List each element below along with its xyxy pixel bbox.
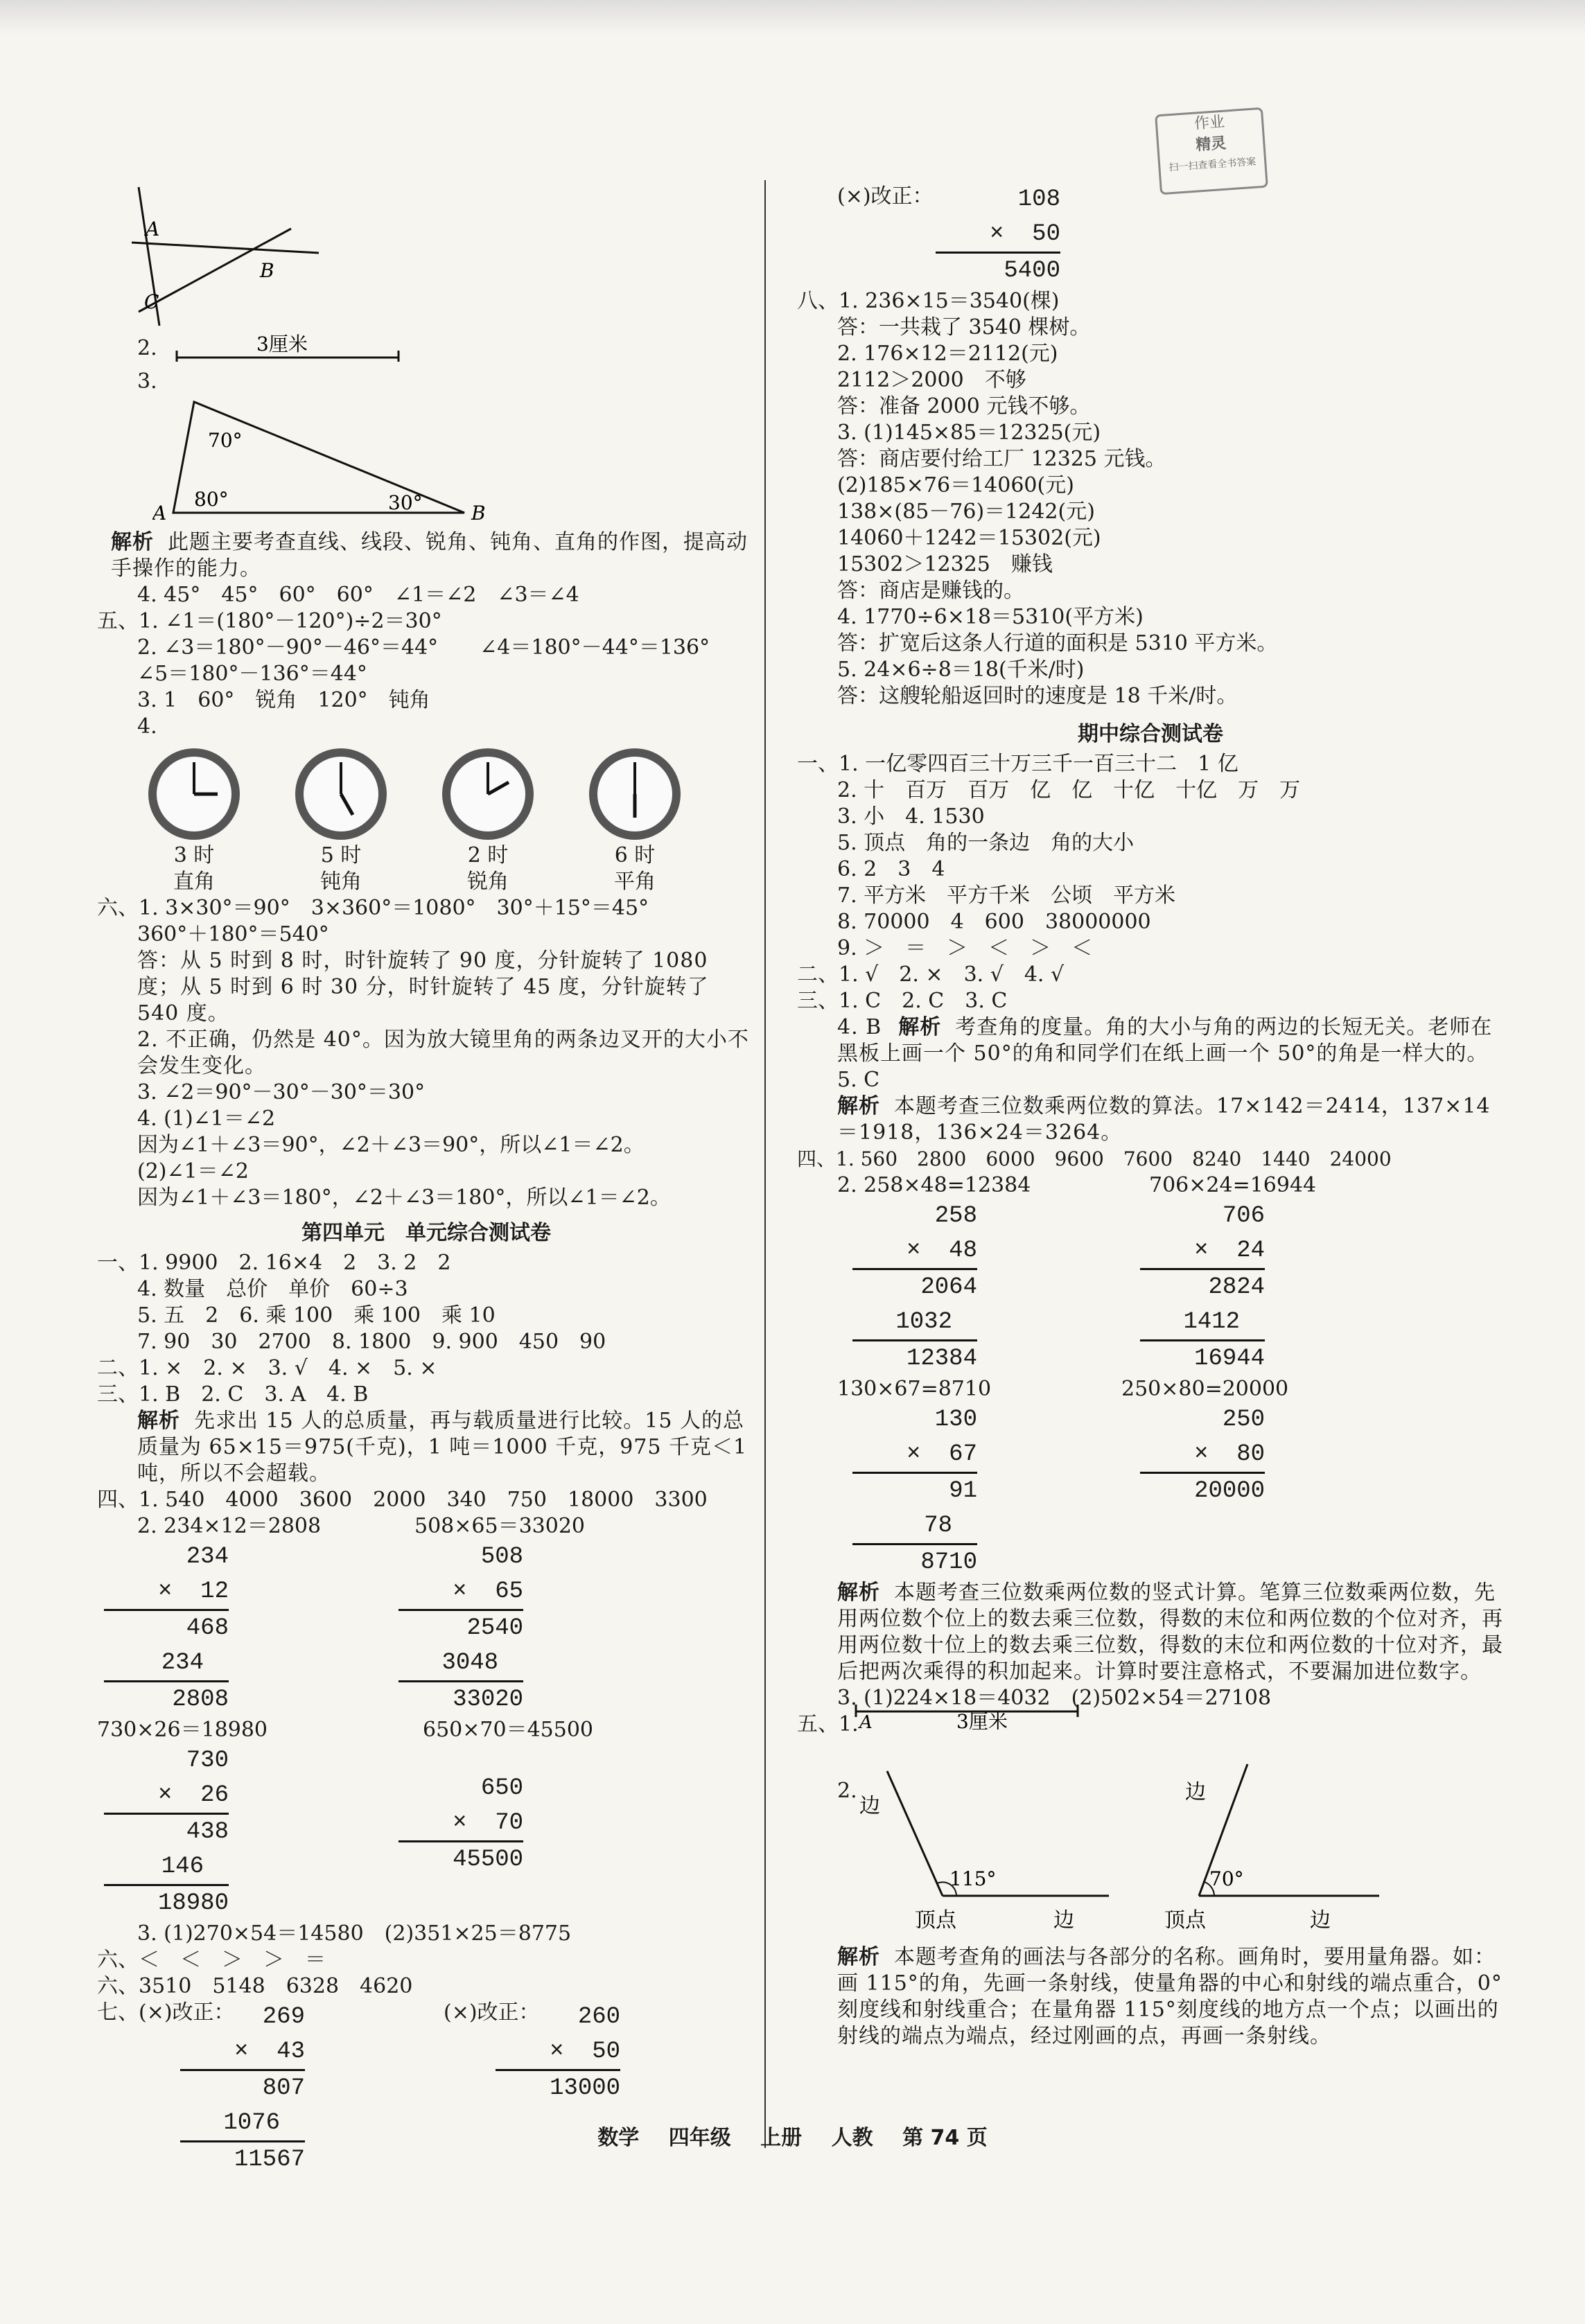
analysis-note-3 bbox=[797, 1014, 1504, 1067]
analysis-text: 先求出 15 人的总质量，再与载质量进行比较。15 人的总质量为 65×15＝975(千克)，1 吨＝1000 千克，975 千克＜1 吨，所以不会超载。 bbox=[137, 1409, 748, 1486]
footer-edition: 人教 bbox=[831, 2126, 873, 2150]
answer-line: 4. 数量 总价 单价 60÷3 bbox=[137, 1277, 408, 1301]
point-b-label: B bbox=[260, 259, 274, 282]
clock-angle: 直角 bbox=[173, 870, 215, 894]
clock-time: 3 时 bbox=[173, 843, 215, 868]
calc-row: 108 bbox=[1017, 186, 1060, 213]
footer-subject: 数学 bbox=[597, 2126, 640, 2150]
equation: 2. 258×48=12384 bbox=[837, 1173, 1031, 1197]
correction-label: (×)改正： bbox=[444, 2000, 540, 2025]
calc-row: 2540 bbox=[466, 1615, 524, 1641]
stamp-line2: 精灵 bbox=[1195, 134, 1227, 155]
calc-row: 5400 bbox=[1004, 258, 1060, 284]
calc-row: 20000 bbox=[1194, 1478, 1266, 1504]
answer-line: 5. C bbox=[837, 1068, 880, 1092]
answer-line: 15302＞12325 赚钱 bbox=[837, 552, 1053, 576]
analysis-label: 解析 bbox=[137, 1409, 180, 1433]
answer-line: 5. 24×6÷8＝18(千米/时) bbox=[837, 658, 1085, 682]
calc-row: 508 bbox=[480, 1544, 524, 1570]
analysis-note-4 bbox=[797, 1093, 1504, 1146]
analysis-note-1 bbox=[97, 529, 755, 582]
answer-line: 四、1. 560 2800 6000 9600 7600 8240 1440 24000 bbox=[797, 1147, 1392, 1170]
equation: 250×80=20000 bbox=[1121, 1377, 1289, 1401]
clock-5 bbox=[286, 746, 396, 895]
answer-line: 3. (1)145×85＝12325(元) bbox=[837, 421, 1101, 445]
angle-side-label: 边 bbox=[859, 1794, 880, 1818]
answer-line: 2. ∠3＝180°－90°－46°＝44° ∠4＝180°－44°＝136° bbox=[137, 635, 710, 660]
answer-para: 答：从 5 时到 8 时，时针旋转了 90 度，分针旋转了 1080 度；从 5 时到 6 时 30 分，时针旋转了 45 度，分针旋转了 540 度。 bbox=[137, 949, 709, 1025]
answer-line: 5. 五 2 6. 乘 100 乘 100 乘 10 bbox=[137, 1303, 496, 1328]
calc-pair bbox=[797, 1199, 1504, 1376]
answer-line: 答：商店是赚钱的。 bbox=[837, 579, 1024, 603]
analysis-note-2 bbox=[97, 1408, 755, 1487]
answer-line: 7. 平方米 平方千米 公顷 平方米 bbox=[837, 883, 1176, 908]
calc-row: 146 bbox=[104, 1849, 229, 1886]
calc-pair bbox=[797, 1402, 1504, 1580]
vertical-calc bbox=[496, 2000, 620, 2106]
lines-figure bbox=[118, 173, 340, 333]
angle-30-label: 30° bbox=[388, 491, 423, 514]
clock-angle: 锐角 bbox=[467, 870, 509, 894]
calc-row: × 80 bbox=[1140, 1437, 1265, 1474]
clock-row bbox=[139, 746, 755, 895]
answer-line: 3. (1)224×18＝4032 (2)502×54＝27108 bbox=[837, 1686, 1272, 1710]
calc-row: 650 bbox=[480, 1775, 524, 1802]
equation: 2. 234×12＝2808 bbox=[137, 1514, 322, 1538]
analysis-text: 本题考查三位数乘两位数的竖式计算。笔算三位数乘两位数，先用两位数个位上的数去乘三位数，得数的末位和两位数的个位对齐，再用两位数十位上的数去乘三位数，得数的末位和两位数的十位对齐，最后把两次乘得的积加起来。计算时要注意格式，不要漏加进位数字。 bbox=[837, 1581, 1503, 1684]
answer-line: 5. 顶点 角的一条边 角的大小 bbox=[837, 831, 1135, 855]
answer-line bbox=[797, 1172, 1504, 1199]
right-column bbox=[797, 184, 1504, 2050]
vertical-calc bbox=[399, 1540, 523, 1717]
vertical-calc bbox=[399, 1771, 523, 1877]
calc-row: 730 bbox=[186, 1748, 229, 1774]
angle-80-label: 80° bbox=[194, 488, 229, 511]
point-a-label: A bbox=[146, 218, 160, 240]
answer-line: 答：一共栽了 3540 棵树。 bbox=[837, 315, 1091, 340]
answer-line: 9. ＞ ＝ ＞ ＜ ＞ ＜ bbox=[837, 936, 1093, 960]
calc-row: × 43 bbox=[180, 2034, 305, 2071]
answer-line: 3. ∠2＝90°－30°－30°＝30° bbox=[137, 1080, 426, 1104]
calc-row: 2064 bbox=[920, 1274, 977, 1301]
calc-row: 1076 bbox=[180, 2106, 305, 2142]
answer-line: 因为∠1＋∠3＝90°，∠2＋∠3＝90°，所以∠1＝∠2。 bbox=[137, 1133, 645, 1157]
calc-row: 258 bbox=[934, 1203, 977, 1229]
segment-figure bbox=[173, 333, 402, 363]
analysis-label: 解析 bbox=[837, 1945, 880, 1969]
analysis-label: 解析 bbox=[837, 1581, 880, 1605]
answer-line: 4. 45° 45° 60° 60° ∠1＝∠2 ∠3＝∠4 bbox=[137, 583, 579, 607]
analysis-text: 本题考查角的画法与各部分的名称。画角时，要用量角器。如：画 115°的角，先画一条射线，使量角器的中心和射线的端点重合，0°刻度线和射线重合；在量角器 115°刻度线的地方点一个点；以画出的射线的端点为端点，经过刚画的点，再画一条射线。 bbox=[837, 1945, 1503, 2048]
calc-row: × 65 bbox=[399, 1574, 523, 1611]
calc-row: × 48 bbox=[852, 1233, 977, 1270]
answer-line: 一、1. 一亿零四百三十万三千一百三十二 1 亿 bbox=[797, 752, 1238, 776]
answer-para: 2. 不正确，仍然是 40°。因为放大镜里角的两条边叉开的大小不会发生变化。 bbox=[137, 1028, 749, 1078]
calc-row: 438 bbox=[186, 1819, 229, 1845]
calc-row: 269 bbox=[262, 2004, 305, 2030]
angle-70-label: 70° bbox=[208, 429, 243, 452]
clock-2 bbox=[432, 746, 543, 895]
answer-line: (2)185×76＝14060(元) bbox=[837, 473, 1074, 498]
clock-face-icon bbox=[439, 746, 536, 843]
page-footer bbox=[0, 2120, 1585, 2151]
calc-row: 807 bbox=[262, 2075, 305, 2102]
calc-row: 130 bbox=[934, 1407, 977, 1433]
answer-line: 3. 1 60° 锐角 120° 钝角 bbox=[137, 688, 430, 712]
answer-line: 7. 90 30 2700 8. 1800 9. 900 450 90 bbox=[137, 1330, 606, 1354]
clock-angle: 钝角 bbox=[320, 870, 362, 894]
answer-line: 三、1. C 2. C 3. C bbox=[797, 989, 1008, 1013]
calc-row: × 70 bbox=[399, 1806, 523, 1842]
clock-face-icon bbox=[146, 746, 243, 843]
q2-number: 2. bbox=[137, 336, 157, 360]
calc-row: 13000 bbox=[550, 2075, 621, 2102]
angle-side-label: 边 bbox=[1185, 1780, 1206, 1804]
clock-angle: 平角 bbox=[614, 870, 656, 894]
footer-page-number: 第 74 页 bbox=[902, 2126, 988, 2150]
calc-row: 250 bbox=[1222, 1407, 1266, 1433]
calc-row: 3048 bbox=[399, 1646, 523, 1682]
vertical-calc bbox=[1140, 1402, 1265, 1508]
equation: 130×67=8710 bbox=[837, 1377, 992, 1401]
angle-degree-label: 115° bbox=[949, 1867, 997, 1890]
answer-line: 答：扩宽后这条人行道的面积是 5310 平方米。 bbox=[837, 631, 1278, 655]
answer-line bbox=[97, 1513, 755, 1540]
equation: 706×24=16944 bbox=[1149, 1173, 1317, 1197]
triangle-figure bbox=[152, 395, 513, 527]
scan-edge bbox=[0, 0, 1585, 35]
calc-row: × 24 bbox=[1140, 1233, 1265, 1270]
answer-line: 8. 70000 4 600 38000000 bbox=[837, 910, 1151, 934]
footer-term: 上册 bbox=[760, 2126, 803, 2150]
answer-line: 14060＋1242＝15302(元) bbox=[837, 526, 1101, 550]
clock-time: 5 时 bbox=[320, 843, 362, 868]
calc-pair bbox=[97, 1743, 755, 1921]
correction-label: 七、(×)改正： bbox=[97, 2000, 235, 2025]
answer-line: (2)∠1＝∠2 bbox=[137, 1159, 249, 1183]
analysis-label: 解析 bbox=[837, 1094, 880, 1118]
answer-line: 360°＋180°＝540° bbox=[137, 922, 329, 947]
answer-line bbox=[797, 1376, 1504, 1402]
answer-line: 138×(85－76)＝1242(元) bbox=[837, 500, 1095, 524]
vertical-calc bbox=[852, 1199, 977, 1376]
answer-line: 2112＞2000 不够 bbox=[837, 368, 1026, 392]
calc-row: 91 bbox=[949, 1478, 977, 1504]
calc-row: 45500 bbox=[453, 1847, 524, 1873]
vertical-calc bbox=[852, 1402, 977, 1580]
calc-row: 33020 bbox=[453, 1687, 524, 1713]
vertex-b-label: B bbox=[471, 502, 486, 525]
angle-vertex-label: 顶点 bbox=[1164, 1908, 1206, 1933]
column-divider bbox=[764, 180, 766, 2148]
answer-line: 答：准备 2000 元钱不够。 bbox=[837, 394, 1091, 419]
calc-row: 234 bbox=[104, 1646, 229, 1682]
answer-number: 五、1. bbox=[797, 1712, 859, 1736]
answer-line: 五、1. ∠1＝(180°－120°)÷2＝30° bbox=[97, 609, 442, 633]
clock-time: 2 时 bbox=[467, 843, 509, 868]
calc-row: 2824 bbox=[1208, 1274, 1266, 1301]
answer-line: 4. 1770÷6×18＝5310(平方米) bbox=[837, 605, 1144, 629]
answer-line: 3. (1)270×54＝14580 (2)351×25＝8775 bbox=[137, 1921, 572, 1946]
calc-row: 1412 bbox=[1140, 1305, 1265, 1341]
analysis-text: 考查角的度量。角的大小与角的两边的长短无关。老师在黑板上画一个 50°的角和同学们在纸上画一个 50°的角是一样大的。 bbox=[837, 1015, 1493, 1066]
calc-row: 2808 bbox=[172, 1687, 229, 1713]
angles-row bbox=[797, 1757, 1504, 1944]
answer-line: 3. 小 4. 1530 bbox=[837, 804, 985, 829]
segment-length: 3厘米 bbox=[256, 333, 308, 355]
answer-line: 六、3510 5148 6328 4620 bbox=[97, 1974, 413, 1998]
equation: 730×26＝18980 bbox=[97, 1718, 268, 1742]
calc-row: 1032 bbox=[852, 1305, 977, 1341]
clock-3 bbox=[139, 746, 249, 895]
vertical-calc bbox=[104, 1743, 229, 1921]
segment-row bbox=[797, 1711, 1504, 1743]
calc-row: 234 bbox=[186, 1544, 229, 1570]
analysis-label: 解析 bbox=[111, 530, 154, 554]
answer-line: 2. 十 百万 百万 亿 亿 十亿 十亿 万 万 bbox=[837, 778, 1301, 802]
answer-line: 四、1. 540 4000 3600 2000 340 750 18000 3300 bbox=[97, 1488, 708, 1512]
answer-line: ∠5＝180°－136°＝44° bbox=[137, 662, 367, 686]
calc-row: 260 bbox=[577, 2004, 621, 2030]
clock-face-icon bbox=[586, 746, 683, 843]
section-title: 第四单元 单元综合测试卷 bbox=[301, 1221, 551, 1245]
segment-figure bbox=[852, 1698, 1081, 1729]
angle-degree-label: 70° bbox=[1209, 1867, 1244, 1890]
analysis-note-6 bbox=[797, 1944, 1504, 2050]
correction-label: (×)改正： bbox=[837, 184, 934, 209]
segment-length: 3厘米 bbox=[956, 1710, 1008, 1729]
stamp-line3: 扫一扫查看全书答案 bbox=[1168, 156, 1256, 174]
clock-6 bbox=[579, 746, 690, 895]
analysis-label: 解析 bbox=[898, 1015, 942, 1039]
answer-line: 因为∠1＋∠3＝180°，∠2＋∠3＝180°，所以∠1＝∠2。 bbox=[137, 1186, 671, 1210]
calc-row: × 26 bbox=[104, 1778, 229, 1815]
segment-endpoint: A bbox=[859, 1712, 873, 1729]
answer-line: 六、1. 3×30°＝90° 3×360°＝1080° 30°＋15°＝45° bbox=[97, 896, 649, 920]
stamp-line1: 作业 bbox=[1193, 113, 1225, 133]
calc-row: 706 bbox=[1222, 1203, 1266, 1229]
stamp-logo bbox=[1155, 107, 1268, 195]
section-title: 期中综合测试卷 bbox=[1078, 722, 1223, 746]
left-column bbox=[97, 173, 755, 2177]
answer-line: 六、＜ ＜ ＞ ＞ ＝ bbox=[97, 1948, 326, 1972]
vertical-calc bbox=[104, 1540, 229, 1717]
answer-line: 答：商店要付给工厂 12325 元钱。 bbox=[837, 447, 1166, 471]
calc-row: × 50 bbox=[496, 2034, 620, 2071]
answer-line: 一、1. 9900 2. 16×4 2 3. 2 2 bbox=[97, 1251, 451, 1275]
angle-side-label: 边 bbox=[1310, 1908, 1331, 1933]
calc-row: 16944 bbox=[1194, 1346, 1266, 1372]
calc-row: 11567 bbox=[234, 2147, 305, 2173]
equation: 650×70＝45500 bbox=[423, 1718, 594, 1742]
answer-line: 二、1. × 2. × 3. √ 4. × 5. × bbox=[97, 1356, 437, 1380]
calc-row: × 12 bbox=[104, 1574, 229, 1611]
footer-grade: 四年级 bbox=[668, 2126, 731, 2150]
answer-line bbox=[797, 184, 1504, 210]
angle-115-figure bbox=[846, 1757, 1137, 1937]
calc-row: × 50 bbox=[936, 217, 1060, 254]
calc-row: 468 bbox=[186, 1615, 229, 1641]
answer-choice: 4. B bbox=[837, 1015, 882, 1039]
clock-time: 6 时 bbox=[614, 843, 656, 868]
analysis-text: 本题考查三位数乘两位数的算法。17×142＝2414，137×14＝1918，136×24＝3264。 bbox=[837, 1094, 1491, 1145]
calc-row: × 67 bbox=[852, 1437, 977, 1474]
calc-row: 12384 bbox=[906, 1346, 977, 1372]
point-c-label: C bbox=[144, 290, 159, 313]
q3-number: 3. bbox=[137, 369, 157, 394]
vertex-a-label: A bbox=[152, 502, 167, 525]
clock-face-icon bbox=[292, 746, 389, 843]
calc-row: 8710 bbox=[920, 1549, 977, 1576]
angle-vertex-label: 顶点 bbox=[915, 1908, 956, 1933]
answer-line: 三、1. B 2. C 3. A 4. B bbox=[97, 1382, 369, 1407]
answer-line: 二、1. √ 2. × 3. √ 4. √ bbox=[797, 962, 1065, 987]
q2-row bbox=[97, 335, 755, 369]
calc-row: 18980 bbox=[157, 1890, 229, 1917]
calc-pair bbox=[97, 1540, 755, 1717]
equation: 508×65＝33020 bbox=[414, 1514, 586, 1538]
answer-line: 2. 176×12＝2112(元) bbox=[837, 342, 1058, 366]
answer-line: 6. 2 3 4 bbox=[837, 857, 945, 881]
calc-row: 78 bbox=[852, 1508, 977, 1545]
answer-line: 4. bbox=[137, 714, 157, 739]
answer-number: 2. bbox=[837, 1779, 857, 1803]
answer-line: 4. (1)∠1＝∠2 bbox=[137, 1107, 276, 1131]
angle-70-figure bbox=[1157, 1757, 1421, 1937]
analysis-text: 此题主要考查直线、线段、锐角、钝角、直角的作图，提高动手操作的能力。 bbox=[111, 530, 748, 581]
vertical-calc bbox=[1140, 1199, 1265, 1376]
angle-side-label: 边 bbox=[1053, 1908, 1074, 1933]
answer-line: 答：这艘轮船返回时的速度是 18 千米/时。 bbox=[837, 684, 1238, 708]
analysis-note-5 bbox=[797, 1580, 1504, 1685]
answer-line: 八、1. 236×15＝3540(棵) bbox=[797, 289, 1060, 313]
answer-line bbox=[97, 1717, 755, 1743]
